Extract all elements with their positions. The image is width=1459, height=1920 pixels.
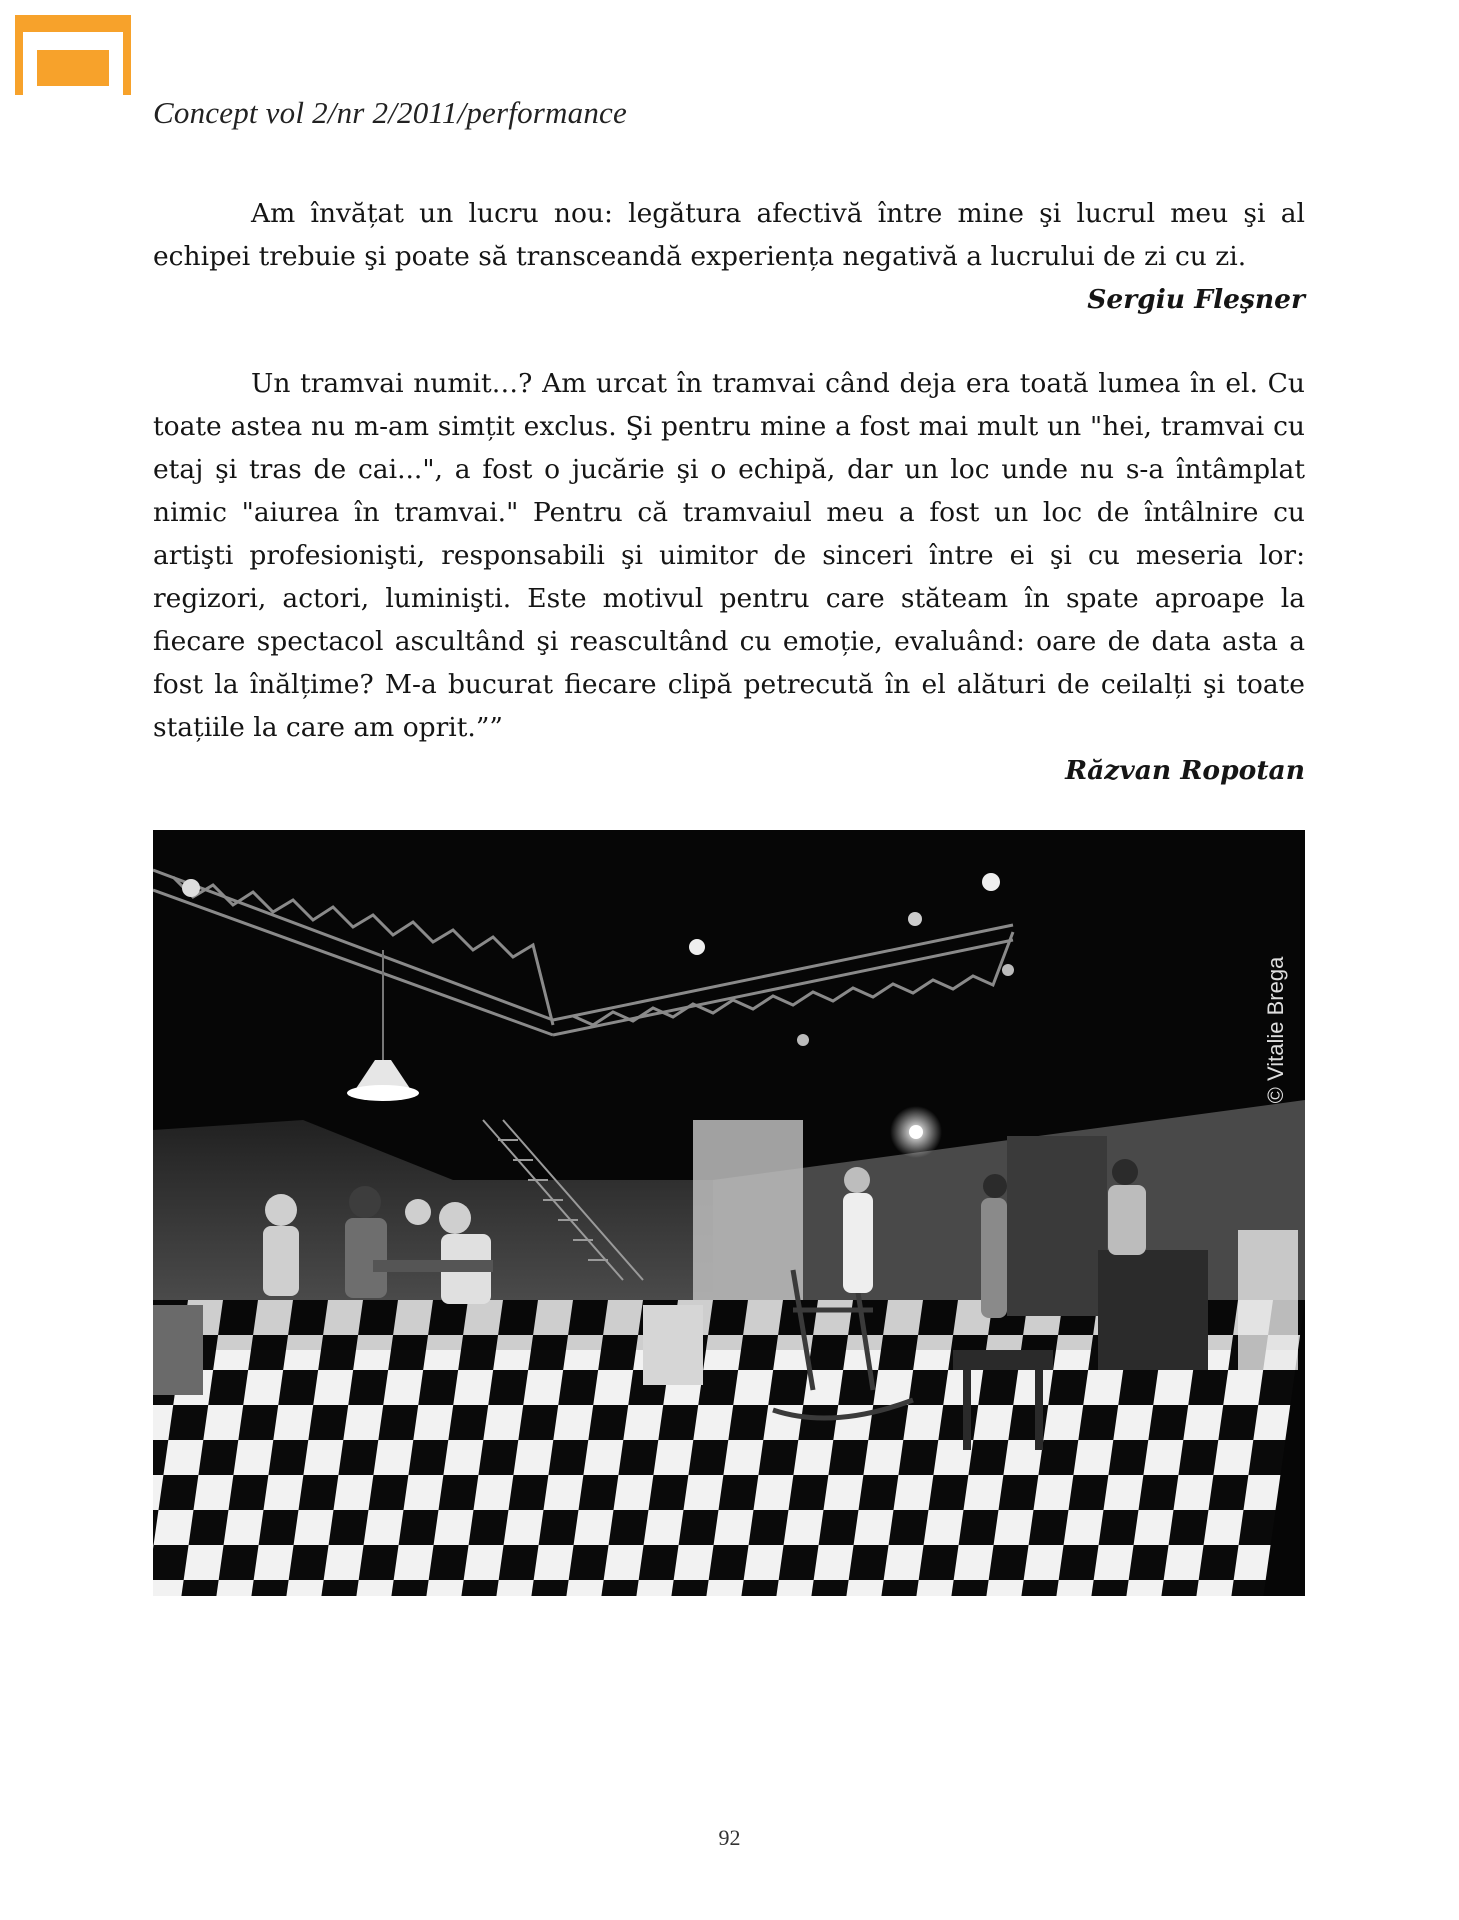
quote-author-1: Sergiu Fleşner bbox=[1087, 284, 1305, 315]
trunk-left bbox=[153, 1305, 203, 1395]
quote-text-2: Un tramvai numit…? Am urcat în tramvai când deja era toată lumea în el. Cu toate astea nu m-am simțit exclus. Şi pentru mine a fost mai mult un "hei, tramvai cu etaj şi tras de cai...", a fost o jucărie şi o echipă, dar un loc unde nu s-a întâmplat nimic "aiurea în tramvai." Pentru că tramvaiul meu a fost un loc de întâlnire cu artişti profesionişti, responsabili şi uimitor de sinceri între ei şi cu meseria lor: regizori, actori, luminişti. Este motivul pentru care stăteam în spate aproape la fiecare spectacol ascultând şi reascultând cu emoție, evaluând: oare de data asta a fost la înălțime? M-a bucurat fiecare clipă petrecută în el alături de ceilalți şi toate stațiile la care am oprit.”” bbox=[153, 368, 1305, 743]
quote-block-2 bbox=[153, 362, 1305, 792]
wardrobe bbox=[1007, 1136, 1107, 1316]
quote-author-2: Răzvan Ropotan bbox=[1065, 755, 1305, 786]
white-chest bbox=[643, 1305, 703, 1385]
quote-block-1 bbox=[153, 192, 1305, 321]
journal-logo-icon bbox=[15, 15, 131, 95]
photo-credit: © Vitalie Brega bbox=[1263, 956, 1288, 1104]
side-table bbox=[953, 1350, 1053, 1370]
stage-scene bbox=[153, 830, 1305, 1596]
armchair bbox=[1098, 1250, 1208, 1370]
running-header: Concept vol 2/nr 2/2011/performance bbox=[153, 95, 627, 130]
page-number: 92 bbox=[718, 1825, 741, 1850]
window-frame bbox=[1238, 1230, 1298, 1370]
quote-text-1: Am învățat un lucru nou: legătura afectivă între mine şi lucrul meu şi al echipei trebuie şi poate să transceandă experiența negativă a lucrului de zi cu zi. bbox=[153, 198, 1305, 272]
white-curtain bbox=[693, 1120, 803, 1320]
journal-logo bbox=[15, 15, 131, 95]
card-table bbox=[373, 1260, 493, 1272]
stage-photograph bbox=[153, 830, 1305, 1596]
